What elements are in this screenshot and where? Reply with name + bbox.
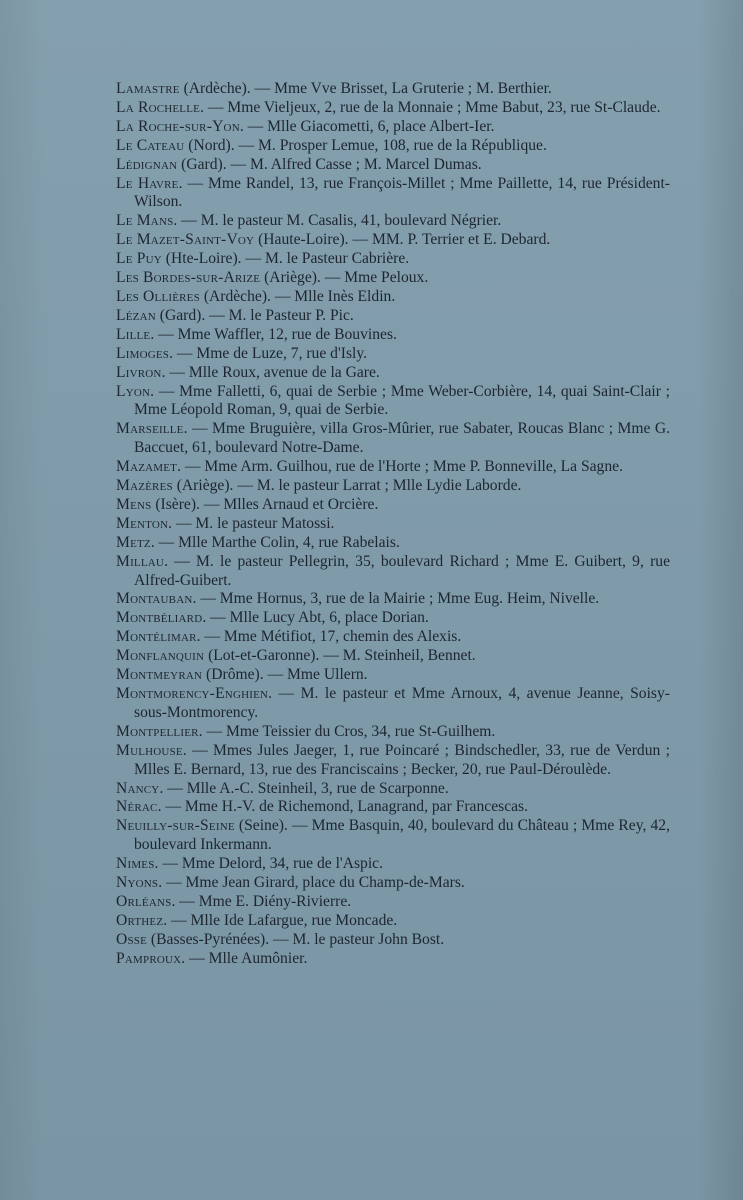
- list-item: [116, 288, 670, 307]
- place-name: Mulhouse: [116, 741, 183, 759]
- place-name: La Roche-sur-Yon: [116, 117, 240, 135]
- list-item: [116, 685, 670, 723]
- list-item: [116, 534, 670, 553]
- place-name: Pamproux: [116, 949, 182, 967]
- place-name: Montélimar: [116, 628, 197, 646]
- address-list: [116, 80, 670, 969]
- entry-details: . — Mme de Luze, 7, rue d'Isly.: [169, 344, 368, 362]
- list-item: [116, 893, 670, 912]
- entry-details: (Nord). — M. Prosper Lemue, 108, rue de la République.: [184, 136, 547, 154]
- list-item: [116, 931, 670, 950]
- list-item: [116, 590, 670, 609]
- list-item: [116, 231, 670, 250]
- place-name: Les Ollières: [116, 287, 200, 305]
- place-name: Osse: [116, 930, 148, 948]
- list-item: [116, 950, 670, 969]
- place-name: Limoges: [116, 344, 170, 362]
- place-name: Montmeyran: [116, 666, 203, 684]
- list-item: [116, 137, 670, 156]
- entry-details: . — Mme Métifiot, 17, chemin des Alexis.: [196, 628, 462, 646]
- place-name: Nancy: [116, 779, 160, 797]
- entry-details: . — Mme E. Diény-Rivierre.: [171, 892, 352, 910]
- place-name: Mazères: [116, 477, 173, 495]
- place-name: Le Mazet-Saint-Voy: [116, 231, 255, 249]
- entry-details: . — M. le pasteur Pellegrin, 35, boulevard Richard ; Mme E. Guibert, 9, rue Alfred-Guibert.: [134, 552, 670, 589]
- entry-details: (Gard). — M. Alfred Casse ; M. Marcel Dumas.: [177, 155, 482, 173]
- entry-details: . — Mlle A.-C. Steinheil, 3, rue de Scarponne.: [159, 779, 449, 797]
- entry-details: . — Mme H.-V. de Richemond, Lanagrand, par Francescas.: [157, 798, 528, 816]
- entry-details: . — Mme Randel, 13, rue François-Millet ; Mme Paillette, 14, rue Président-Wilson.: [134, 174, 670, 211]
- list-item: [116, 742, 670, 780]
- entry-details: (Ardèche). — Mlle Inès Eldin.: [199, 287, 396, 305]
- place-name: Lédignan: [116, 155, 178, 173]
- entry-details: (Hte-Loire). — M. le Pasteur Cabrière.: [161, 250, 410, 268]
- list-item: [116, 855, 670, 874]
- entry-details: (Ariège). — M. le pasteur Larrat ; Mlle Lydie Laborde.: [172, 477, 522, 495]
- place-name: Orthez: [116, 911, 164, 929]
- place-name: Montbéliard: [116, 609, 203, 627]
- list-item: [116, 458, 670, 477]
- entry-details: (Isère). — Mlles Arnaud et Orcière.: [151, 495, 379, 513]
- entry-details: . — Mlle Aumônier.: [181, 949, 308, 967]
- place-name: Nérac: [116, 798, 158, 816]
- entry-details: . — Mme Vieljeux, 2, rue de la Monnaie ; Mme Babut, 23, rue St-Claude.: [200, 98, 661, 116]
- list-item: [116, 647, 670, 666]
- entry-details: (Lot-et-Garonne). — M. Steinheil, Bennet.: [204, 647, 476, 665]
- place-name: Lille: [116, 325, 151, 343]
- place-name: Lyon: [116, 382, 151, 400]
- list-item: [116, 780, 670, 799]
- list-item: [116, 496, 670, 515]
- place-name: Marseille: [116, 420, 184, 438]
- place-name: Le Cateau: [116, 136, 185, 154]
- entry-details: . — Mme Waffler, 12, rue de Bouvines.: [150, 325, 397, 343]
- place-name: Le Mans: [116, 212, 174, 230]
- place-name: Menton: [116, 514, 169, 532]
- list-item: [116, 364, 670, 383]
- entry-details: . — Mme Delord, 34, rue de l'Aspic.: [154, 855, 383, 873]
- entry-details: . — Mme Falletti, 6, quai de Serbie ; Mme Weber-Corbière, 14, quai Saint-Clair ; Mme Léopold Roman, 9, quai de Serbie.: [134, 382, 670, 419]
- place-name: La Rochelle: [116, 98, 201, 116]
- place-name: Millau: [116, 552, 165, 570]
- entry-details: . — Mme Arm. Guilhou, rue de l'Horte ; Mme P. Bonneville, La Sagne.: [177, 458, 623, 476]
- list-item: [116, 609, 670, 628]
- entry-details: . — Mlle Ide Lafargue, rue Moncade.: [163, 911, 398, 929]
- place-name: Nimes: [116, 855, 155, 873]
- place-name: Mazamet: [116, 458, 178, 476]
- entry-details: . — M. le pasteur et Mme Arnoux, 4, avenue Jeanne, Soisy-sous-Montmorency.: [134, 685, 670, 721]
- entry-details: (Basses-Pyrénées). — M. le pasteur John Bost.: [147, 930, 445, 948]
- place-name: Lamastre: [116, 80, 180, 97]
- list-item: [116, 212, 670, 231]
- place-name: Montmorency-Enghien: [116, 685, 269, 702]
- place-name: Le Havre: [116, 174, 179, 192]
- list-item: [116, 553, 670, 591]
- entry-details: . — M. le pasteur M. Casalis, 41, boulevard Négrier.: [173, 212, 502, 230]
- place-name: Livron: [116, 363, 162, 381]
- entry-details: . — Mlle Lucy Abt, 6, place Dorian.: [202, 609, 429, 627]
- list-item: [116, 383, 670, 421]
- list-item: [116, 628, 670, 647]
- list-item: [116, 156, 670, 175]
- entry-details: (Ardèche). — Mme Vve Brisset, La Gruterie ; M. Berthier.: [179, 80, 552, 97]
- list-item: [116, 515, 670, 534]
- place-name: Metz: [116, 533, 151, 551]
- place-name: Mens: [116, 495, 152, 513]
- list-item: [116, 912, 670, 931]
- place-name: Nyons: [116, 874, 159, 892]
- place-name: Neuilly-sur-Seine: [116, 817, 235, 835]
- list-item: [116, 326, 670, 345]
- entry-details: . — Mlle Giacometti, 6, place Albert-Ier.: [239, 117, 495, 135]
- list-item: [116, 420, 670, 458]
- place-name: Les Bordes-sur-Arize: [116, 269, 261, 287]
- list-item: [116, 874, 670, 893]
- list-item: [116, 307, 670, 326]
- list-item: [116, 99, 670, 118]
- place-name: Monflanquin: [116, 647, 205, 665]
- list-item: [116, 666, 670, 685]
- entry-details: (Seine). — Mme Basquin, 40, boulevard du Château ; Mme Rey, 42, boulevard Inkermann.: [134, 817, 670, 854]
- list-item: [116, 250, 670, 269]
- entry-details: . — Mmes Jules Jaeger, 1, rue Poincaré ; Bindschedler, 33, rue de Verdun ; Mlles E. Bernard, 13, rue des Franciscains ; Becker, 20, rue Paul-Déroulède.: [134, 741, 670, 778]
- list-item: [116, 798, 670, 817]
- entry-details: . — Mme Teissier du Cros, 34, rue St-Guilhem.: [198, 722, 496, 740]
- place-name: Montauban: [116, 590, 193, 608]
- entry-details: (Drôme). — Mme Ullern.: [202, 666, 368, 684]
- entry-details: (Haute-Loire). — MM. P. Terrier et E. Debard.: [254, 231, 551, 249]
- entry-details: . — Mme Bruguière, villa Gros-Mûrier, rue Sabater, Roucas Blanc ; Mme G. Baccuet, 61, boulevard Notre-Dame.: [134, 420, 670, 457]
- list-item: [116, 477, 670, 496]
- entry-details: . — Mlle Roux, avenue de la Gare.: [161, 363, 380, 381]
- place-name: Lézan: [116, 306, 156, 324]
- entry-details: . — Mme Jean Girard, place du Champ-de-Mars.: [158, 874, 465, 892]
- place-name: Montpellier: [116, 722, 199, 740]
- entry-details: (Gard). — M. le Pasteur P. Pic.: [155, 306, 354, 324]
- place-name: Le Puy: [116, 250, 162, 268]
- entry-details: . — Mlle Marthe Colin, 4, rue Rabelais.: [150, 533, 400, 551]
- list-item: [116, 817, 670, 855]
- list-item: [116, 175, 670, 213]
- entry-details: . — M. le pasteur Matossi.: [168, 514, 335, 532]
- place-name: Orléans: [116, 892, 172, 910]
- list-item: [116, 723, 670, 742]
- list-item: [116, 269, 670, 288]
- list-item: [116, 118, 670, 137]
- list-item: [116, 345, 670, 364]
- list-item: [116, 80, 670, 99]
- entry-details: (Ariège). — Mme Peloux.: [260, 269, 429, 287]
- entry-details: . — Mme Hornus, 3, rue de la Mairie ; Mme Eug. Heim, Nivelle.: [192, 590, 600, 608]
